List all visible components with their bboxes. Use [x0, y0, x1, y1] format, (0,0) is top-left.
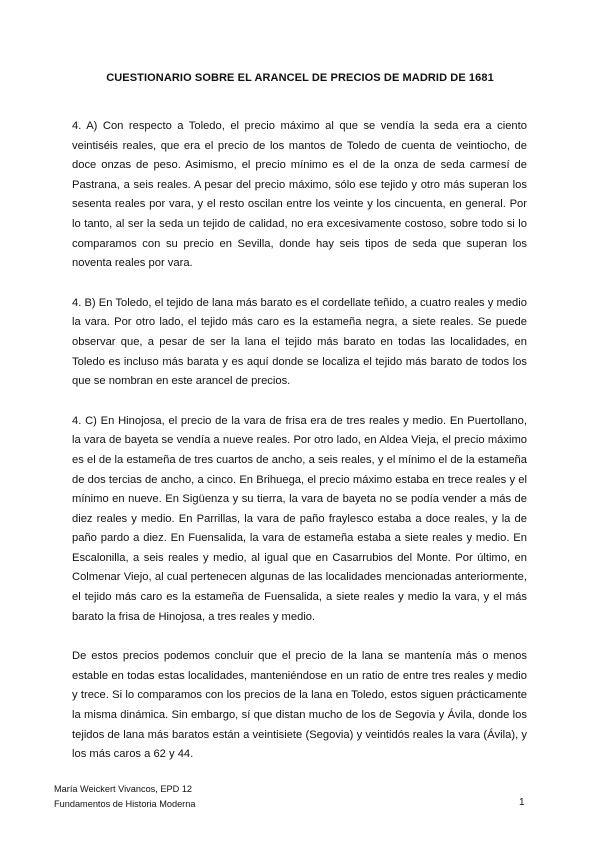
page-number: 1: [519, 797, 525, 808]
paragraph-4c: 4. C) En Hinojosa, el precio de la vara de frisa era de tres reales y medio. En Puertollano, la vara de bayeta se vendía a nueve reales. Por otro lado, en Aldea Vieja, el precio máximo es el de la estameña de tres cuartos de ancho, a seis reales, y el mínimo el de la estameña de dos tercias de ancho, a cinco. En Brihuega, el precio máximo estaba en trece reales y el mínimo en nueve. En Sigüenza y su tierra, la vara de bayeta no se podía vender a más de diez reales y medio. En Parrillas, la vara de paño fraylesco estaba a doce reales, y la de paño pardo a diez. En Fuensalida, la vara de estameña estaba a siete reales y medio. En Escalonilla, a seis reales y medio, al igual que en Casarrubios del Monte. Por último, en Colmenar Viejo, al cual pertenecen algunas de las localidades mencionadas anteriormente, el tejido más caro es la estameña de Fuensalida, a siete reales y medio la vara, y el más barato la frisa de Hinojosa, a tres reales y medio.: [72, 414, 527, 623]
paragraph-conclusion: De estos precios podemos concluir que el precio de la lana se mantenía más o menos estable en todas estas localidades, manteniéndose en un ratio de entre tres reales y medio y trece. Si lo comparamos con los precios de la lana en Toledo, estos siguen prácticamente la misma dinámica. Sin embargo, sí que distan mucho de los de Segovia y Ávila, donde los tejidos de lana más baratos están a veintisiete (Segovia) y veintidós reales la vara (Ávila), y los más caros a 62 y 44.: [72, 650, 527, 761]
document-body: [72, 117, 527, 785]
document-title: CUESTIONARIO SOBRE EL ARANCEL DE PRECIOS DE MADRID DE 1681: [106, 72, 494, 84]
footer-author: María Weickert Vivancos, EPD 12: [54, 784, 193, 794]
footer: [54, 782, 195, 812]
paragraph-4a: 4. A) Con respecto a Toledo, el precio máximo al que se vendía la seda era a ciento veintiséis reales, que era el precio de los mantos de Toledo de cuenta de veintiocho, de doce onzas de peso. Asimismo, el precio mínimo es el de la onza de seda carmesí de Pastrana, a seis reales. A pesar del precio máximo, sólo ese tejido y otro más superan los sesenta reales por vara, y el resto oscilan entre los veinte y los cincuenta, en general. Por lo tanto, al ser la seda un tejido de calidad, no era excesivamente costoso, sobre todo si lo comparamos con su precio en Sevilla, donde hay seis tipos de seda que superan los noventa reales por vara.: [72, 120, 527, 270]
footer-course: Fundamentos de Historia Moderna: [54, 799, 196, 809]
paragraph-4b: 4. B) En Toledo, el tejido de lana más barato es el cordellate teñido, a cuatro reales y medio la vara. Por otro lado, el tejido más caro es la estameña negra, a siete reales. Se puede observar que, a pesar de ser la lana el tejido más barato en todas las localidades, en Toledo es incluso más barata y es aquí donde se localiza el tejido más barato de todos los que se nombran en este arancel de precios.: [72, 296, 527, 388]
